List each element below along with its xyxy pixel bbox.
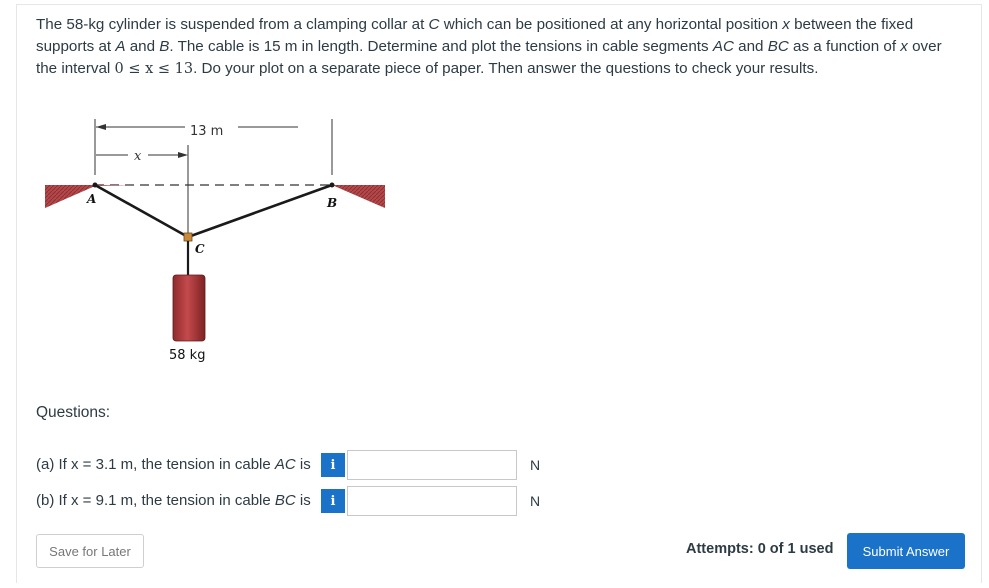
problem-text: x (900, 38, 908, 55)
problem-text: between the fixed supports at (36, 16, 914, 55)
attempts-counter: Attempts: 0 of 1 used (686, 541, 834, 557)
span-label: 13 m (190, 124, 224, 139)
problem-text: AC (712, 38, 734, 55)
question-a-prefix: (a) If x = 3.1 m, the tension in cable (36, 456, 275, 473)
pin-a (93, 183, 98, 188)
submit-answer-button[interactable]: Submit Answer (847, 533, 965, 569)
x-label: x (134, 149, 142, 164)
interval-math: 0 ≤ x ≤ 13 (114, 61, 194, 77)
question-b-answer-input[interactable] (347, 486, 517, 516)
x-dimension (96, 145, 188, 235)
problem-text: The 58-kg cylinder is suspended from a clamping collar at (36, 16, 429, 33)
question-b-segment: BC (274, 492, 296, 509)
question-b-info-icon[interactable]: i (321, 489, 345, 513)
question-a-suffix: is (295, 456, 311, 473)
cable-figure (40, 115, 338, 375)
label-a: A (87, 192, 97, 206)
problem-text: and (125, 38, 160, 55)
question-a-segment: AC (274, 456, 296, 473)
problem-text: and (733, 38, 768, 55)
problem-text: C (428, 16, 440, 33)
save-for-later-button[interactable]: Save for Later (36, 534, 144, 568)
collar (184, 233, 192, 241)
problem-text: which can be positioned at any horizontal position (439, 16, 783, 33)
question-b-unit: N (530, 493, 541, 509)
question-a-text (36, 456, 311, 473)
problem-text: . Do your plot on a separate piece of paper. Then answer the questions to check your results. (193, 60, 819, 77)
problem-text: as a function of (788, 38, 901, 55)
questions-heading: Questions: (36, 404, 111, 421)
problem-statement (36, 14, 956, 80)
label-c: C (195, 242, 205, 256)
problem-text: over the interval (36, 38, 942, 77)
problem-text: A (115, 38, 126, 55)
problem-text: BC (767, 38, 789, 55)
label-b: B (327, 196, 338, 210)
question-a-info-icon[interactable]: i (321, 453, 345, 477)
problem-text: x (782, 16, 790, 33)
problem-text: B (159, 38, 170, 55)
problem-text: . The cable is 15 m in length. Determine and plot the tensions in cable segments (169, 38, 713, 55)
question-a-unit: N (530, 457, 541, 473)
span-dimension (95, 119, 332, 175)
question-b-text (36, 492, 311, 509)
cable-ac (95, 185, 188, 237)
question-b-prefix: (b) If x = 9.1 m, the tension in cable (36, 492, 275, 509)
question-a-answer-input[interactable] (347, 450, 517, 480)
question-b-suffix: is (295, 492, 311, 509)
cylinder (173, 275, 205, 341)
pin-b (330, 183, 335, 188)
mass-label: 58 kg (169, 348, 206, 363)
